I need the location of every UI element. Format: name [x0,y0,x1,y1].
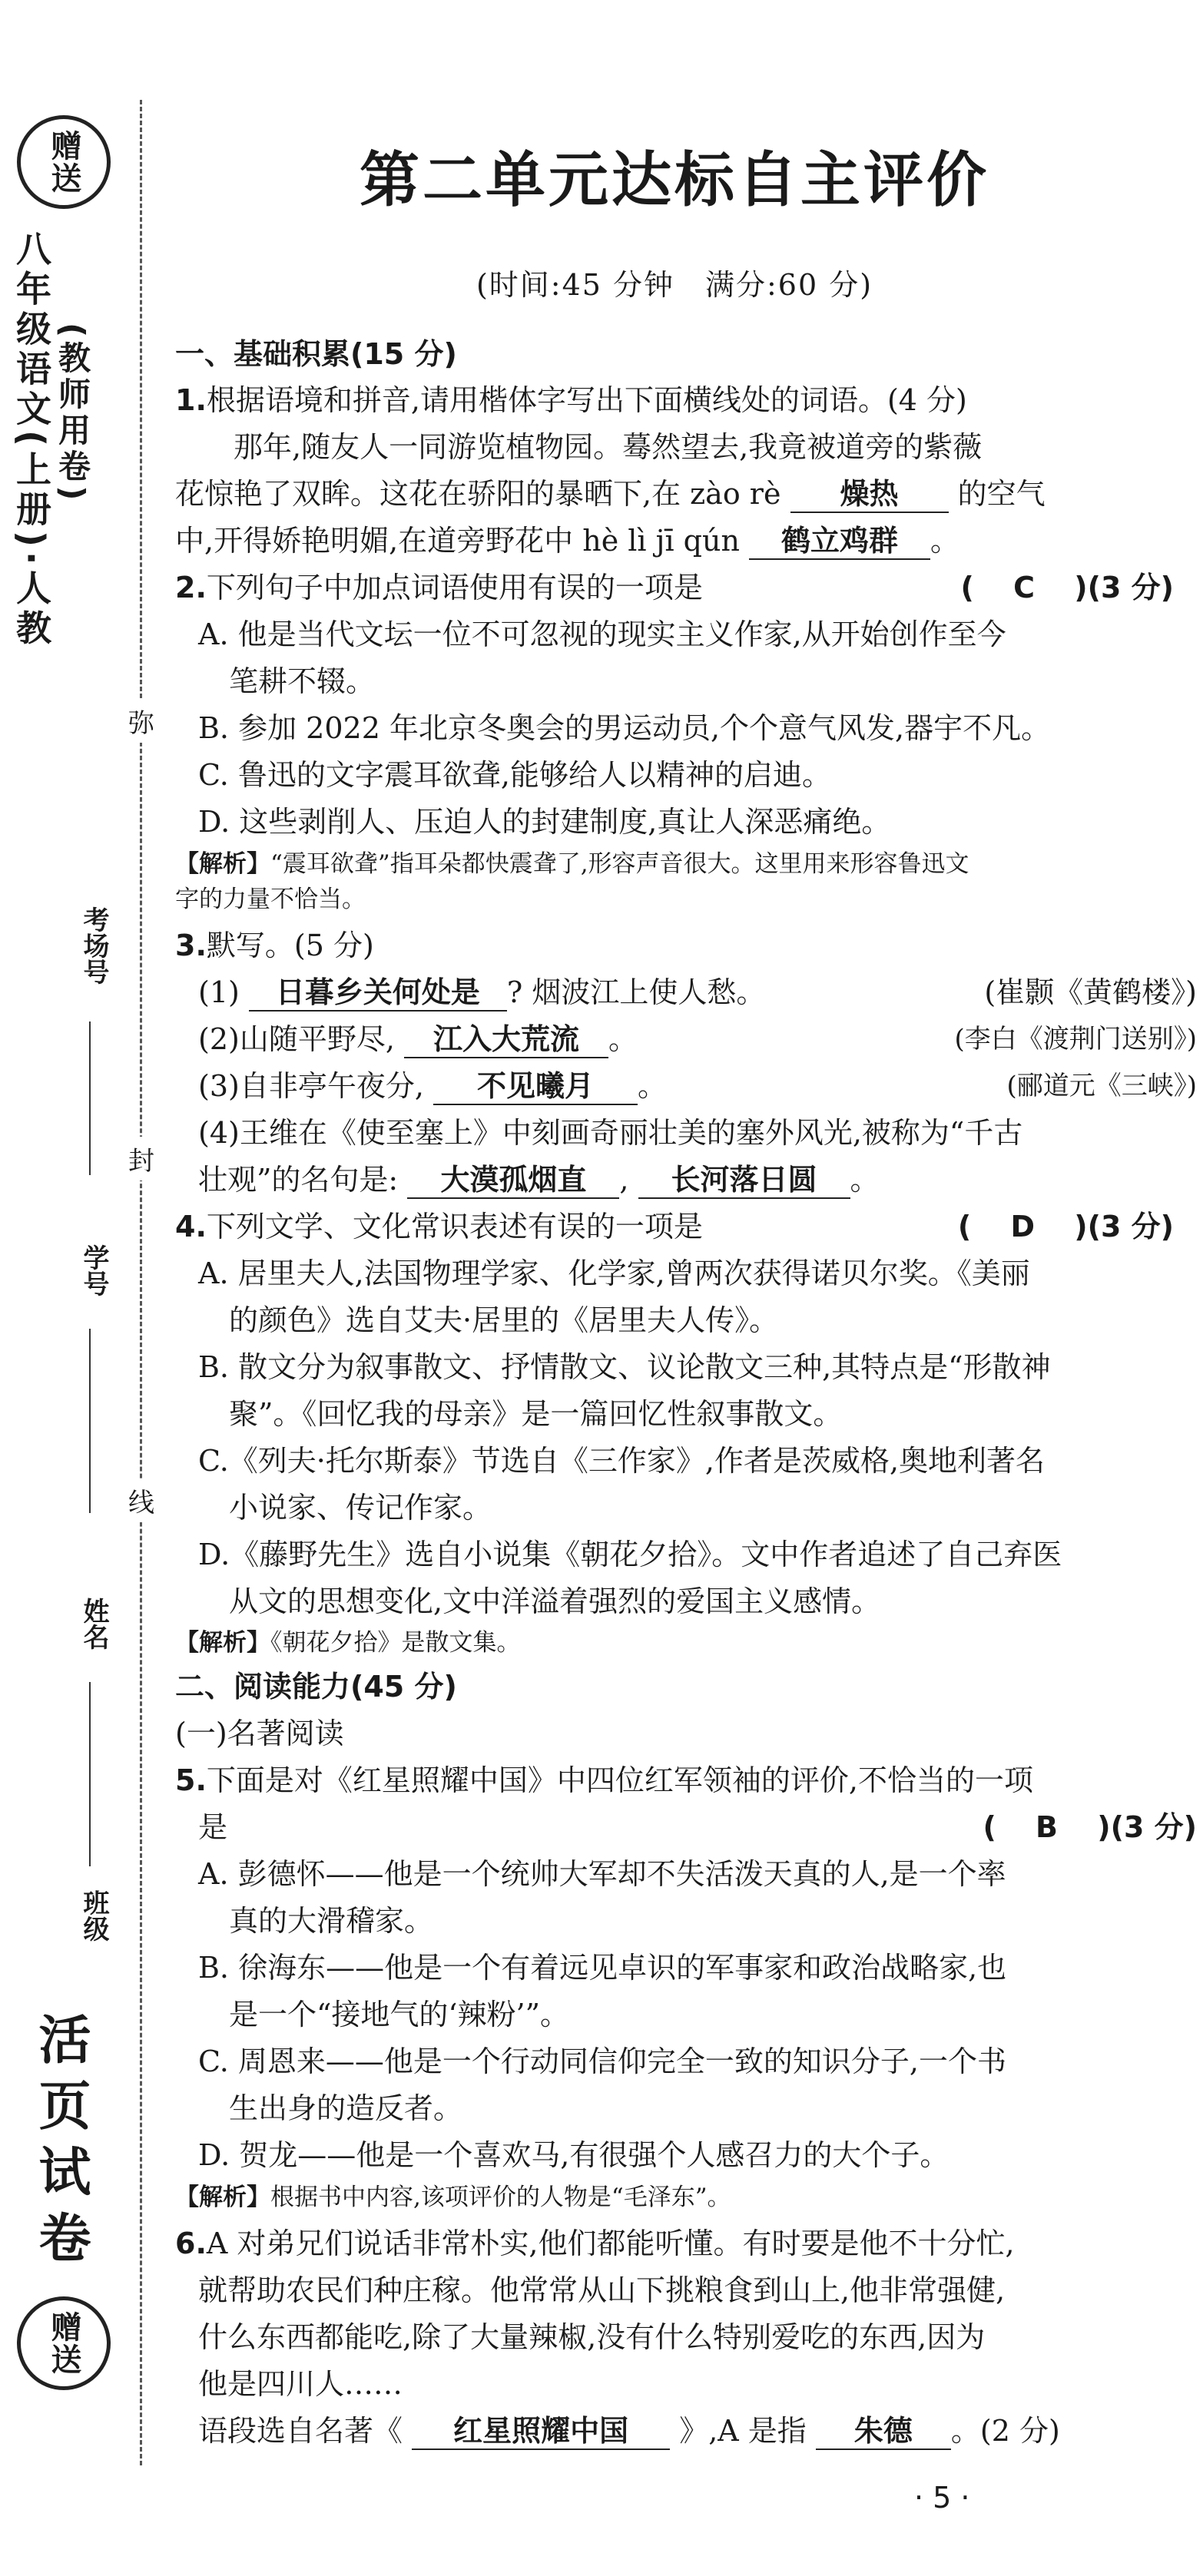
q4-number: 4. [175,1210,207,1243]
q3-line-3-end: 。 [638,1069,668,1103]
q1-passage-2 [175,474,1174,514]
q5-option-c-cont: 生出身的造反者。 [229,2091,463,2125]
q3-answer-5[interactable]: 长河落日圆 [638,1162,850,1199]
q1-passage-3-text: 中,开得娇艳明媚,在道旁野花中 hè lì jī qún [175,524,740,558]
name-label: 姓名 [78,1598,109,1650]
q6-passage-4: 他是四川人…… [198,2367,403,2401]
seal-char-mi: 弥 [126,699,157,743]
q3-line-5-text: 壮观”的名句是: [198,1163,399,1197]
q3-line-1 [175,972,1197,1012]
q3-answer-2[interactable]: 江入大荒流 [404,1021,608,1058]
q3-answer-4[interactable]: 大漠孤烟直 [407,1162,619,1199]
q1-number: 1. [175,383,207,417]
gift-badge-bottom: 赠送 [17,2296,111,2390]
exam-room-label: 考场号 [78,906,109,985]
q5-answer[interactable]: ( B )(3 分) [983,1810,1197,1844]
q1-passage-1: 那年,随友人一同游览植物园。蓦然望去,我竟被道旁的紫薇 [234,430,983,464]
q3-line-4: (4)王维在《使至塞上》中刻画奇丽壮美的塞外风光,被称为“千古 [198,1116,1023,1150]
q4-option-d: D.《藤野先生》选自小说集《朝花夕拾》。文中作者追述了自己弃医 [198,1538,1062,1571]
q4-option-a: A. 居里夫人,法国物理学家、化学家,曾两次获得诺贝尔奖。《美丽 [198,1257,1030,1290]
q4-option-b-cont: 聚”。《回忆我的母亲》是一篇回忆性叙事散文。 [229,1397,843,1431]
time-and-score: (时间:45 分钟 满分:60 分) [476,268,873,302]
q2-option-d: D. 这些剥削人、压迫人的封建制度,真让人深恶痛绝。 [198,805,891,839]
q3-number: 3. [175,929,207,962]
seal-char-feng: 封 [126,1137,157,1180]
q5-analysis-text: 根据书中内容,该项评价的人物是“毛泽东”。 [270,2184,731,2211]
q6-question-text: 语段选自名著《 [198,2414,403,2448]
q3-line-1-prefix: (1) [198,975,240,1009]
q4-text: 下列文学、文化常识表述有误的一项是 [206,1210,703,1243]
q1-passage-3 [175,521,1174,561]
section-2-subtitle: (一)名著阅读 [175,1717,344,1750]
q6-question-end: 。(2 分) [950,2414,1060,2448]
q2-option-a: A. 他是当代文坛一位不可忽视的现实主义作家,从开始创作至今 [198,618,1006,651]
q6-question [175,2411,1197,2451]
q3-answer-1[interactable]: 日暮乡关何处是 [249,975,507,1012]
q4-analysis [175,1625,1174,1660]
q6-answer-1[interactable]: 红星照耀中国 [412,2413,670,2450]
section-2-title: 二、阅读能力(45 分) [175,1670,457,1704]
q4-analysis-label: 【解析】 [175,1629,270,1657]
section-1-title: 一、基础积累(15 分) [175,337,457,371]
q6-number: 6. [175,2227,207,2260]
q2-stem [175,568,1174,608]
q6-question-mid: 》,A 是指 [679,2414,807,2448]
name-field[interactable] [71,1598,117,1874]
q5-option-b: B. 徐海东——他是一个有着远见卓识的军事家和政治战略家,也 [198,1951,1007,1985]
q1-answer-1[interactable]: 燥热 [790,476,949,513]
q4-option-d-cont: 从文的思想变化,文中洋溢着强烈的爱国主义感情。 [229,1584,881,1618]
q5-analysis [175,2180,1174,2215]
q2-option-a-cont: 笔耕不辍。 [229,664,376,698]
q3-line-5 [175,1160,1197,1200]
q5-option-b-cont: 是一个“接地气的‘辣粉’”。 [229,1998,570,2031]
q3-line-3 [175,1066,1197,1106]
q3-line-2-text: (2)山随平野尽, [198,1022,395,1056]
q5-number: 5. [175,1763,207,1797]
q3-line-5-end: 。 [850,1163,880,1197]
q2-analysis-label: 【解析】 [175,850,270,878]
page-title: 第二单元达标自主评价 [359,146,989,215]
q3-line-3-source: (郦道元《三峡》) [1006,1071,1197,1101]
q3-line-3-text: (3)自非亭午夜分, [198,1069,424,1103]
q4-option-a-cont: 的颜色》选自艾夫·居里的《居里夫人传》。 [229,1303,779,1337]
q2-text: 下列句子中加点词语使用有误的一项是 [206,571,703,604]
q6-passage-2: 就帮助农民们种庄稼。他常常从山下挑粮食到山上,他非常强健, [198,2273,1006,2307]
q2-option-b: B. 参加 2022 年北京冬奥会的男运动员,个个意气风发,器宇不凡。 [198,711,1051,745]
student-number-label: 学号 [78,1244,109,1296]
series-label: 八年级语文(上册)·人教 [11,230,52,650]
q5-analysis-label: 【解析】 [175,2184,270,2211]
q1-passage-2-tail: 的空气 [957,477,1046,511]
q5-stem [175,1760,1174,1800]
q2-analysis-text: “震耳欲聋”指耳朵都快震聋了,形容声音很大。这里用来形容鲁迅文 [270,850,969,878]
exam-room-line [89,1021,91,1175]
q3-answer-3[interactable]: 不见曦月 [433,1068,638,1105]
binding-margin [0,0,154,2576]
q2-analysis-cont: 字的力量不恰当。 [175,886,366,913]
q5-option-c: C. 周恩来——他是一个行动同信仰完全一致的知识分子,一个书 [198,2045,1006,2078]
q4-option-c: C.《列夫·托尔斯泰》节选自《三作家》,作者是茨威格,奥地利著名 [198,1444,1046,1478]
q3-line-1-text: ? 烟波江上使人愁。 [506,975,766,1009]
student-number-line [89,1329,91,1513]
q4-stem [175,1207,1174,1247]
q3-line-5-comma: , [619,1163,629,1197]
q3-text: 默写。(5 分) [206,929,374,962]
q2-number: 2. [175,571,207,604]
q5-stem-end: 是 [198,1810,228,1844]
q1-text: 根据语境和拼音,请用楷体字写出下面横线处的词语。(4 分) [206,383,967,417]
q6-answer-2[interactable]: 朱德 [816,2413,951,2450]
brand-label: 活页试卷 [30,2012,91,2276]
q6-passage-1 [175,2223,1174,2263]
q4-analysis-text: 《朝花夕拾》是散文集。 [270,1629,521,1657]
q2-analysis [175,846,1174,882]
exam-room-field[interactable] [71,906,117,1183]
class-field[interactable] [71,1889,117,1997]
q5-option-a: A. 彭德怀——他是一个统帅大军却不失活泼天真的人,是一个率 [198,1857,1006,1891]
q4-option-b: B. 散文分为叙事散文、抒情散文、议论散文三种,其特点是“形散神 [198,1350,1051,1384]
q1-stem [175,380,1174,420]
class-label: 班级 [78,1889,109,1942]
q5-option-d: D. 贺龙——他是一个喜欢马,有很强个人感召力的大个子。 [198,2138,949,2172]
name-line [89,1682,91,1866]
q2-answer[interactable]: ( C )(3 分) [960,571,1174,604]
q3-line-2-end: 。 [608,1022,638,1056]
q3-line-2-source: (李白《渡荆门送别》) [954,1024,1197,1055]
q6-text-1: A 对弟兄们说话非常朴实,他们都能听懂。有时要是他不十分忙, [206,2227,1015,2260]
q1-answer-2[interactable]: 鹤立鸡群 [749,523,930,560]
q3-line-1-source: (崔颢《黄鹤楼》) [984,975,1197,1009]
q4-option-c-cont: 小说家、传记作家。 [229,1491,492,1525]
student-number-field[interactable] [71,1244,117,1521]
q3-stem [175,925,1174,965]
q1-passage-3-tail: 。 [930,524,960,558]
seal-char-xian: 线 [126,1478,157,1522]
q2-option-c: C. 鲁迅的文字震耳欲聋,能够给人以精神的启迪。 [198,758,831,792]
page-number: · 5 · [914,2481,970,2515]
q3-line-2 [175,1019,1197,1059]
q4-answer[interactable]: ( D )(3 分) [957,1210,1174,1243]
q5-text: 下面是对《红星照耀中国》中四位红军领袖的评价,不恰当的一项 [206,1763,1033,1797]
series-sub-label: (教师用卷) [54,323,91,505]
q1-passage-2-text: 花惊艳了双眸。这花在骄阳的暴晒下,在 zào rè [175,477,781,511]
q5-stem-cont [175,1807,1197,1847]
q5-option-a-cont: 真的大滑稽家。 [229,1904,434,1938]
q6-passage-3: 什么东西都能吃,除了大量辣椒,没有什么特别爱吃的东西,因为 [198,2320,986,2354]
seal-dashed-line [140,100,142,2465]
gift-badge-top: 赠送 [17,115,111,209]
